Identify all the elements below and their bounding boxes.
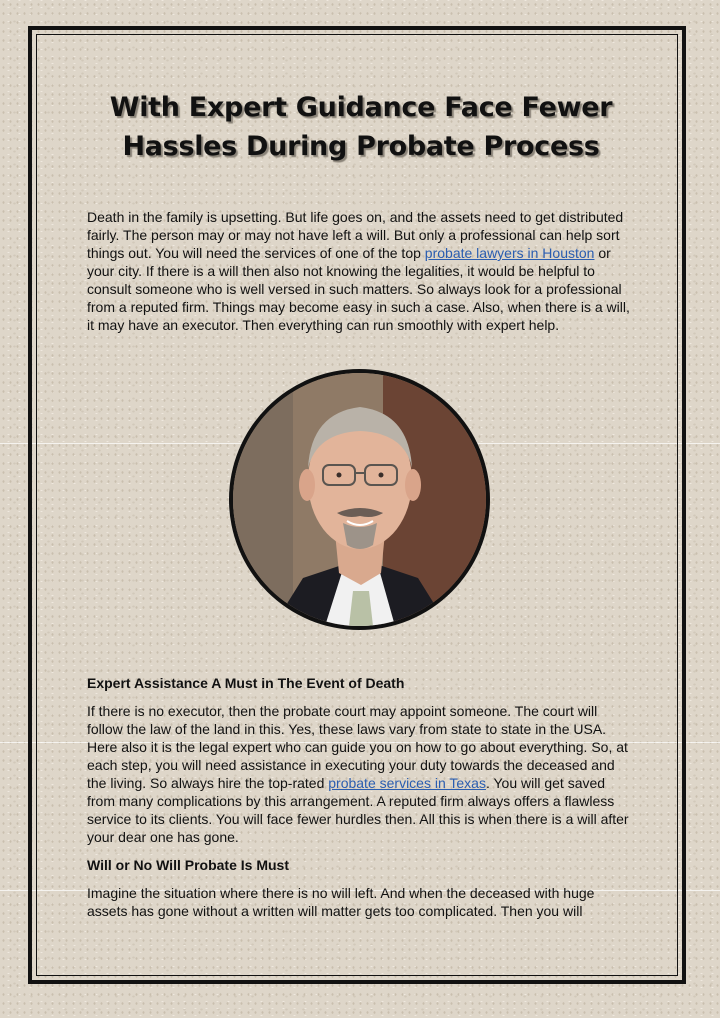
intro-text-1: Death in the family is upsetting. But life goes on, and the assets need to get distributed fairly. The person may or may not have left a will. But only a professional can help sort things out. You will need the services of one of the top xyxy=(87,209,624,261)
probate-services-link[interactable]: probate services in Texas xyxy=(328,775,486,791)
will-paragraph: Imagine the situation where there is no will left. And when the deceased with huge assets has gone without a written will matter gets too complicated. Then you will xyxy=(87,885,595,919)
probate-lawyers-link[interactable]: probate lawyers in Houston xyxy=(424,245,595,261)
article-body xyxy=(87,674,635,920)
section-heading-expert-assistance: Expert Assistance A Must in The Event of Death xyxy=(87,675,405,691)
intro-text-2: or your city. If there is a will then also not knowing the legalities, it would be helpful to consult someone who is well versed in such matters. So always look for a professional from a reputed firm. Things may become easy in such a case. Also, when there is a will, it may have an executor. Then everything can run smoothly with expert help. xyxy=(87,245,630,333)
portrait-photo xyxy=(233,373,486,626)
expert-text-2: . You will get saved from many complications by this arrangement. A reputed firm always offers a flawless service to its clients. You will face fewer hurdles then. All this is when there is a will after your dear one has gone. xyxy=(87,775,629,845)
expert-text-1: If there is no executor, then the probate court may appoint someone. The court will follow the law of the land in this. Yes, these laws vary from state to state in the USA. Here also it is the legal expert who can guide you on how to go about everything. So, at each step, you will need assistance in executing your duty towards the deceased and the living. So always hire the top-rated xyxy=(87,703,628,791)
title-line-2: Hassles During Probate Process xyxy=(122,131,600,162)
article-top xyxy=(87,88,635,334)
section-heading-will-or-no-will: Will or No Will Probate Is Must xyxy=(87,857,289,873)
intro-paragraph xyxy=(87,208,635,334)
article-title xyxy=(87,88,635,166)
title-line-1: With Expert Guidance Face Fewer xyxy=(109,92,613,123)
portrait-photo-frame xyxy=(229,369,490,630)
expert-assistance-paragraph xyxy=(87,702,635,846)
